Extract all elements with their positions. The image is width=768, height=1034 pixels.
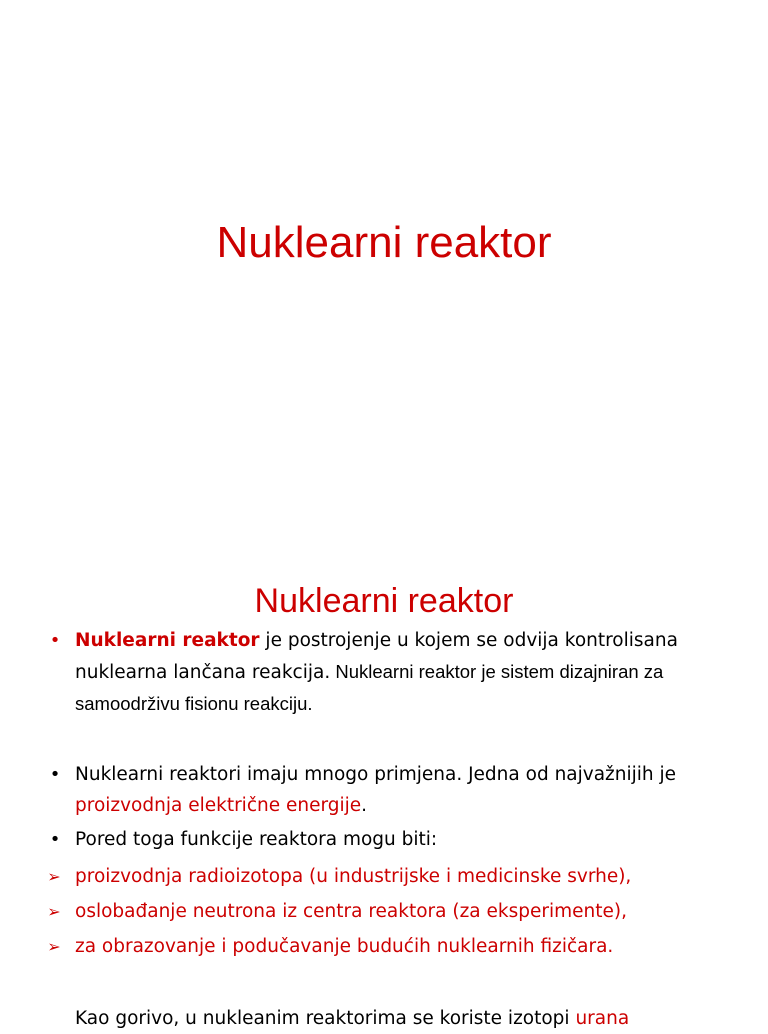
arrow-icon: ➢ [47, 867, 61, 886]
bullet-text: je postrojenje u kojem se odvija kontrolisana nuklearna lančana reakcija. [75, 630, 678, 683]
bullet-item [49, 759, 745, 821]
bullet-item [49, 824, 745, 855]
arrow-item-text: oslobađanje neutrona iz centra reaktora (za eksperimente), [75, 901, 627, 922]
bullet-icon: • [49, 829, 61, 850]
bullet-text: Nuklearni reaktori imaju mnogo primjena. Jedna od najvažnijih je [75, 764, 677, 785]
bullet-text: Pored toga funkcije reaktora mogu biti: [75, 829, 438, 850]
bullet-bold-lead: Nuklearni reaktor [75, 630, 260, 651]
arrow-icon: ➢ [47, 937, 61, 956]
arrow-item-text: za obrazovanje i podučavanje budućih nuklearnih fizičara. [75, 936, 614, 957]
bullet-icon: • [49, 630, 61, 651]
slide1-title: Nuklearni reaktor [216, 218, 552, 267]
footer-paragraph [75, 1003, 745, 1034]
arrow-list-item [47, 861, 745, 892]
arrow-item-text: proizvodnja radioizotopa (u industrijske i medicinske svrhe), [75, 866, 632, 887]
arrow-list-item [47, 931, 745, 962]
bullet-icon: • [49, 764, 61, 785]
bullet-tail: . [361, 795, 368, 816]
arrow-list-item [47, 896, 745, 927]
arrow-icon: ➢ [47, 902, 61, 921]
footer-red-text: urana [575, 1008, 630, 1029]
bullet-red-text: proizvodnja električne energije [75, 795, 362, 816]
bullet-item [49, 625, 745, 720]
bullet-text-secondary: Nuklearni reaktor je sistem dizajniran za samoodrživu fisionu reakciju. [75, 661, 664, 714]
footer-text: Kao gorivo, u nukleanim reaktorima se koriste izotopi [75, 1008, 576, 1029]
slide2-title: Nuklearni reaktor [254, 582, 514, 620]
